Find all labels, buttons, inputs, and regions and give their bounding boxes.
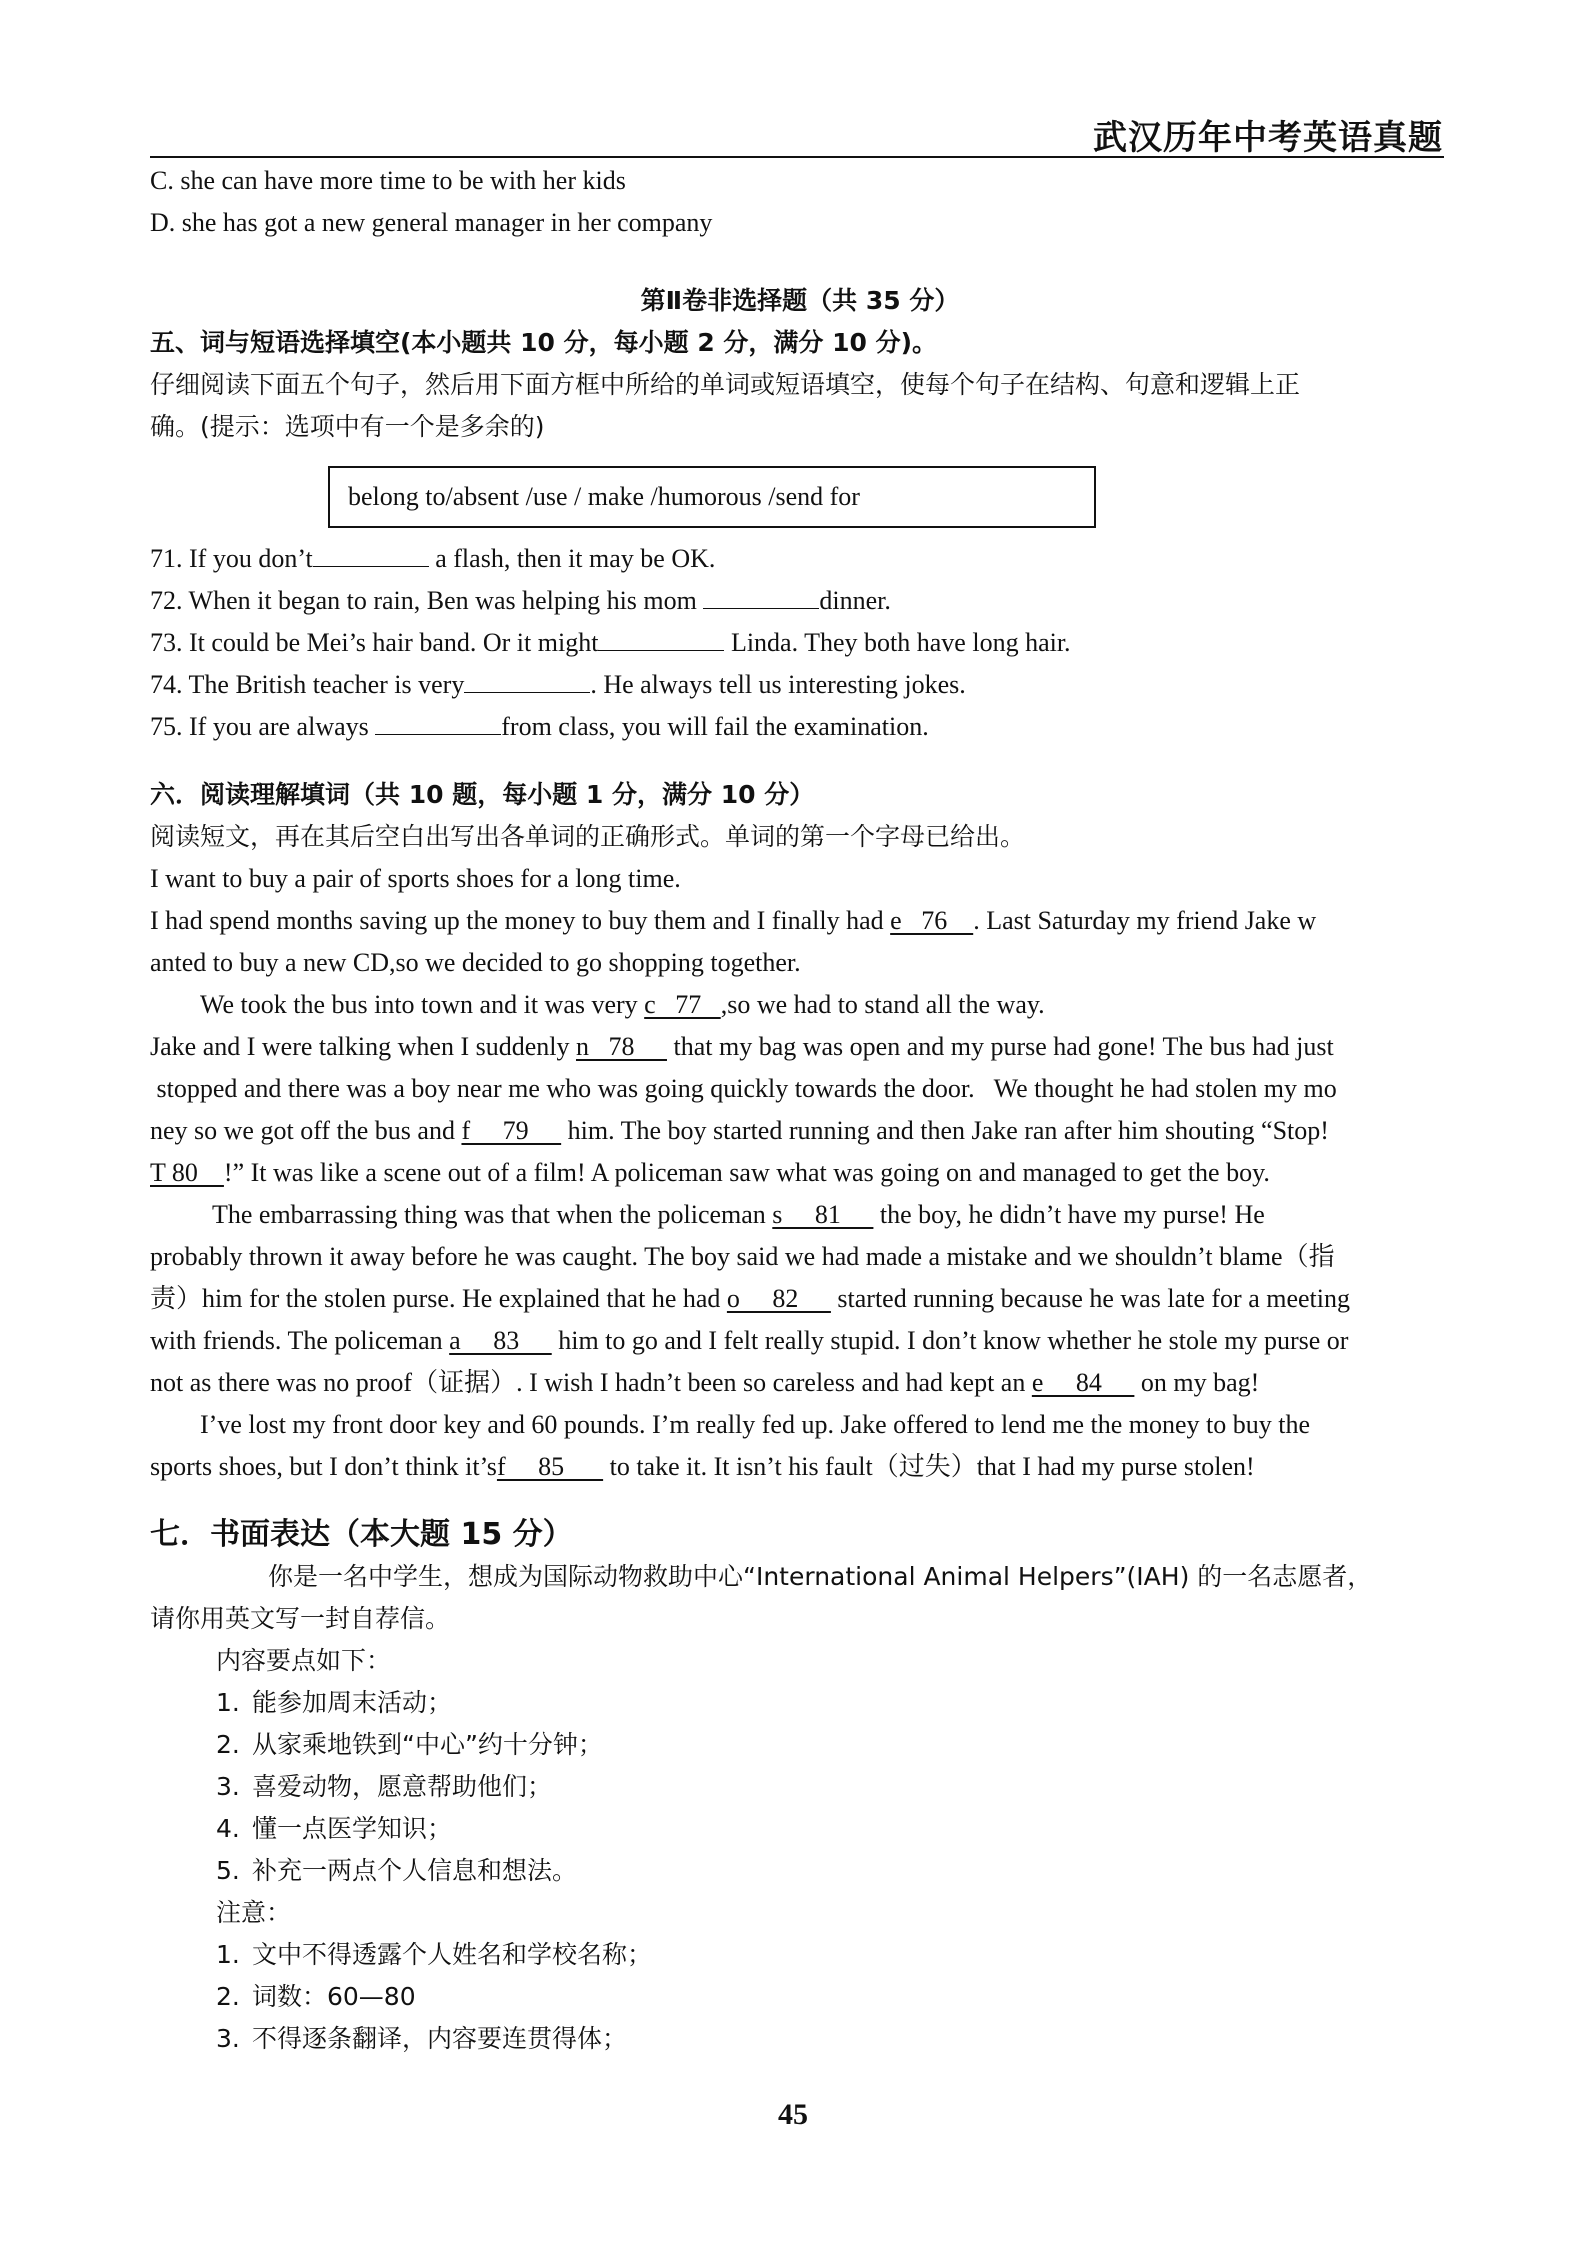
answer-blank[interactable]: [313, 538, 429, 567]
page-content: [150, 160, 1450, 2060]
passage-text: 责）him for the stolen purse. He explained that he had: [150, 1284, 727, 1313]
answer-blank[interactable]: [703, 580, 819, 609]
passage-text: sports shoes, but I don’t think it’s: [150, 1452, 497, 1481]
note-item: [150, 2018, 1450, 2060]
point-text: 从家乘地铁到“中心”约十分钟；: [252, 1730, 603, 1759]
question-72: [150, 580, 1450, 622]
blank-76[interactable]: e 76: [890, 906, 974, 935]
point-item: [150, 1850, 1450, 1892]
point-number: 2.: [216, 1730, 240, 1759]
spacer: [150, 748, 1450, 774]
answer-blank[interactable]: [598, 622, 724, 651]
section7-prompt-2: 请你用英文写一封自荐信。: [150, 1604, 451, 1633]
passage-line: stopped and there was a boy near me who was going quickly towards the door. We thought he had stolen my mo: [150, 1074, 1337, 1103]
point-text: 懂一点医学知识；: [252, 1814, 453, 1843]
passage-text: the boy, he didn’t have my purse! He: [873, 1200, 1265, 1229]
passage-line: [150, 984, 1450, 1026]
passage-text: started running because he was late for a meeting: [830, 1284, 1350, 1313]
note-text: 不得逐条翻译，内容要连贯得体；: [252, 2024, 628, 2053]
points-title: 内容要点如下：: [216, 1646, 392, 1675]
passage-line: I want to buy a pair of sports shoes for a long time.: [150, 864, 681, 893]
point-text: 能参加周末活动；: [252, 1688, 453, 1717]
passage-line: [150, 1320, 1450, 1362]
question-74: [150, 664, 1450, 706]
blank-85[interactable]: f 85: [496, 1452, 604, 1481]
option-d: D. she has got a new general manager in her company: [150, 208, 713, 237]
passage-line: [150, 1152, 1450, 1194]
passage-text: not as there was no proof（证据）. I wish I hadn’t been so careless and had kept an: [150, 1368, 1032, 1397]
point-item: [150, 1724, 1450, 1766]
passage-text: to take it. It isn’t his fault（过失）that I had my purse stolen!: [603, 1452, 1255, 1481]
passage-text: Jake and I were talking when I suddenly: [150, 1032, 576, 1061]
passage-text: ,so we had to stand all the way.: [720, 990, 1045, 1019]
passage-text: The embarrassing thing was that when the policeman: [212, 1200, 773, 1229]
passage-line: probably thrown it away before he was caught. The boy said we had made a mistake and we shouldn’t blame（指: [150, 1242, 1335, 1271]
passage-line: [150, 1446, 1450, 1488]
question-text: dinner.: [819, 586, 891, 615]
word-options-box: [328, 466, 1096, 528]
section6-instruction: 阅读短文，再在其后空白出写出各单词的正确形式。单词的第一个字母已给出。: [150, 822, 1026, 851]
answer-blank[interactable]: [375, 706, 501, 735]
note-item: [150, 1976, 1450, 2018]
point-text: 补充一两点个人信息和想法。: [252, 1856, 578, 1885]
blank-79[interactable]: f 79: [461, 1116, 562, 1145]
passage-line: [150, 1194, 1450, 1236]
question-text: . He always tell us interesting jokes.: [590, 670, 966, 699]
passage-line: [150, 1278, 1450, 1320]
question-text: from class, you will fail the examination.: [501, 712, 929, 741]
point-item: [150, 1808, 1450, 1850]
option-c: C. she can have more time to be with her kids: [150, 166, 626, 195]
section7-prompt-1: 你是一名中学生，想成为国际动物救助中心“International Animal Helpers”(IAH) 的一名志愿者，: [268, 1562, 1373, 1591]
passage-line: anted to buy a new CD,so we decided to go shopping together.: [150, 948, 801, 977]
question-text: a flash, then it may be OK.: [428, 544, 716, 573]
question-text: 71. If you don’t: [150, 544, 313, 573]
part2-title: 第Ⅱ卷非选择题（共 35 分）: [640, 286, 960, 315]
passage-line: [150, 900, 1450, 942]
question-71: [150, 538, 1450, 580]
note-number: 1.: [216, 1940, 240, 1969]
section6-heading: 六．阅读理解填词（共 10 题，每小题 1 分，满分 10 分）: [150, 780, 815, 809]
page-number: 45: [778, 2098, 808, 2131]
question-text: 75. If you are always: [150, 712, 376, 741]
question-75: [150, 706, 1450, 748]
passage-text: on my bag!: [1134, 1368, 1260, 1397]
note-text: 文中不得透露个人姓名和学校名称；: [252, 1940, 653, 1969]
blank-84[interactable]: e 84: [1031, 1368, 1135, 1397]
passage-line: [150, 1026, 1450, 1068]
passage-text: . Last Saturday my friend Jake w: [973, 906, 1317, 935]
question-73: [150, 622, 1450, 664]
passage-text: with friends. The policeman: [150, 1326, 450, 1355]
note-number: 2.: [216, 1982, 240, 2011]
passage-text: ney so we got off the bus and: [150, 1116, 462, 1145]
passage-text: !” It was like a scene out of a film! A policeman saw what was going on and managed to get the boy.: [223, 1158, 1270, 1187]
word-options: belong to/absent /use / make /humorous /send for: [348, 482, 860, 511]
point-number: 1.: [216, 1688, 240, 1717]
passage-text: him. The boy started running and then Jake ran after him shouting “Stop!: [561, 1116, 1329, 1145]
question-text: 74. The British teacher is very: [150, 670, 465, 699]
point-text: 喜爱动物，愿意帮助他们；: [252, 1772, 553, 1801]
point-number: 5.: [216, 1856, 240, 1885]
blank-82[interactable]: o 82: [726, 1284, 831, 1313]
point-item: [150, 1682, 1450, 1724]
passage-line: [150, 1362, 1450, 1404]
note-text: 词数：60—80: [252, 1982, 416, 2011]
header-title: 武汉历年中考英语真题: [1093, 118, 1443, 158]
answer-blank[interactable]: [464, 664, 590, 693]
blank-81[interactable]: s 81: [772, 1200, 874, 1229]
point-number: 4.: [216, 1814, 240, 1843]
note-item: [150, 1934, 1450, 1976]
passage-text: We took the bus into town and it was very: [200, 990, 645, 1019]
point-number: 3.: [216, 1772, 240, 1801]
section5-heading: 五、词与短语选择填空(本小题共 10 分，每小题 2 分，满分 10 分)。: [150, 328, 938, 357]
question-text: 72. When it began to rain, Ben was helping his mom: [150, 586, 704, 615]
passage-line: [150, 1110, 1450, 1152]
point-item: [150, 1766, 1450, 1808]
spacer: [150, 244, 1450, 256]
passage-text: him to go and I felt really stupid. I don’t know whether he stole my purse or: [551, 1326, 1349, 1355]
blank-83[interactable]: a 83: [449, 1326, 552, 1355]
passage-text: I had spend months saving up the money to buy them and I finally had: [150, 906, 891, 935]
blank-78[interactable]: n 78: [575, 1032, 667, 1061]
question-text: 73. It could be Mei’s hair band. Or it might: [150, 628, 599, 657]
passage-text: that my bag was open and my purse had gone! The bus had just: [666, 1032, 1334, 1061]
passage-line: I’ve lost my front door key and 60 pounds. I’m really fed up. Jake offered to lend me the money to buy the: [200, 1410, 1311, 1439]
section5-instruction-1: 仔细阅读下面五个句子，然后用下面方框中所给的单词或短语填空，使每个句子在结构、句意和逻辑上正: [150, 370, 1301, 399]
section5-instruction-2: 确。(提示：选项中有一个是多余的): [150, 412, 545, 441]
question-text: Linda. They both have long hair.: [724, 628, 1071, 657]
header-rule: [150, 156, 1444, 158]
blank-80[interactable]: T 80: [150, 1158, 224, 1187]
note-number: 3.: [216, 2024, 240, 2053]
blank-77[interactable]: c 77: [644, 990, 721, 1019]
section7-heading: 七．书面表达（本大题 15 分）: [150, 1517, 573, 1552]
notes-title: 注意：: [216, 1898, 292, 1927]
